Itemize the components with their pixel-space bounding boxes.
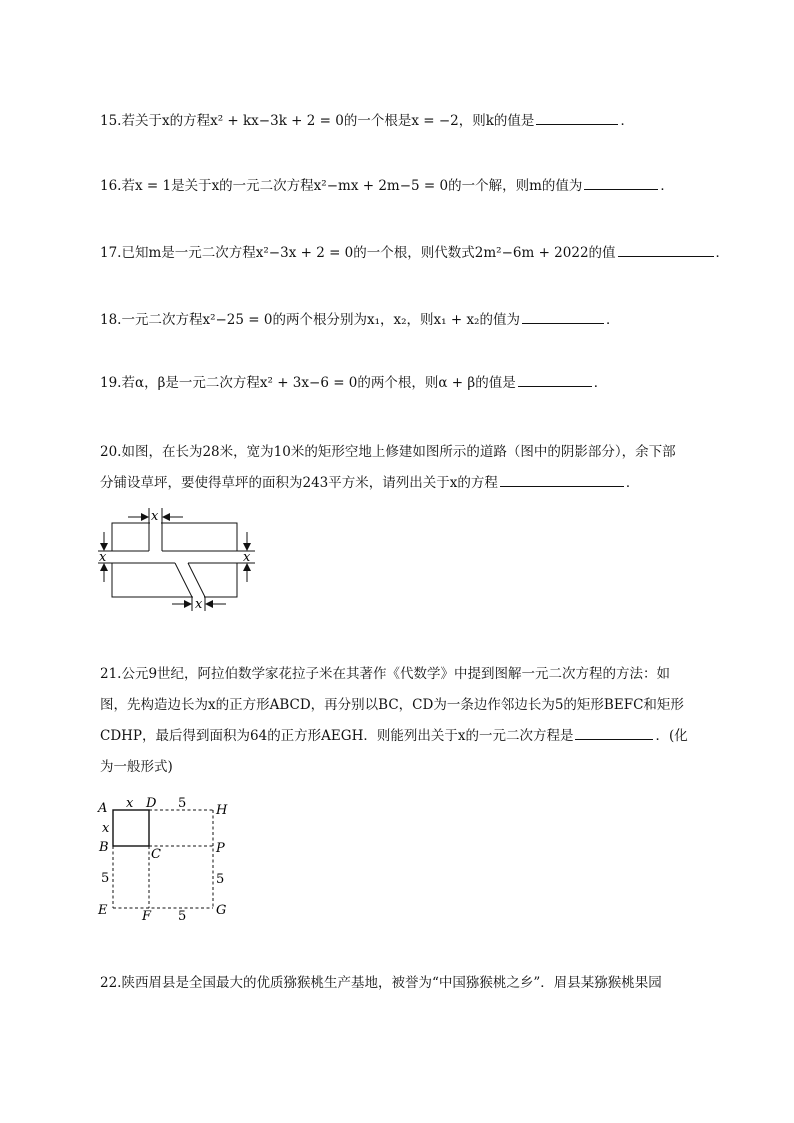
question-line: CDHP，最后得到面积为64的正方形AEGH．则能列出关于x的一元二次方程是 ．(化 xyxy=(100,721,700,752)
vertex-label: P xyxy=(216,841,225,856)
question-line: 为一般形式) xyxy=(100,759,173,775)
question-text: 15.若关于x的方程x² + kx−3k + 2 = 0的一个根是x = −2，则k的值是 xyxy=(100,113,535,129)
side-label: 5 xyxy=(178,909,187,924)
side-label: 5 xyxy=(178,796,187,811)
vertex-label: A xyxy=(98,801,108,816)
question-19: 19.若α，β是一元二次方程x² + 3x−6 = 0的两个根，则α + β的值是 ． xyxy=(100,372,607,393)
question-17: 17.已知m是一元二次方程x²−3x + 2 = 0的一个根，则代数式2m²−6m + 2022的值 ． xyxy=(100,242,729,263)
question-18: 18.一元二次方程x²−25 = 0的两个根分别为x₁，x₂，则x₁ + x₂的值为 ． xyxy=(100,309,619,330)
road-diagram xyxy=(90,500,270,620)
answer-blank[interactable] xyxy=(522,309,604,324)
vertex-label: G xyxy=(216,903,227,918)
side-label: x xyxy=(102,821,110,836)
dim-label: x xyxy=(243,550,251,565)
question-text: 19.若α，β是一元二次方程x² + 3x−6 = 0的两个根，则α + β的值是 xyxy=(100,375,516,391)
dim-label: x xyxy=(195,597,203,612)
question-22 xyxy=(100,968,700,999)
dim-label: x xyxy=(99,550,107,565)
question-line: 22.陕西眉县是全国最大的优质猕猴桃生产基地，被誉为“中国猕猴桃之乡”．眉县某猕猴桃果园 xyxy=(100,975,662,991)
question-16: 16.若x = 1是关于x的一元二次方程x²−mx + 2m−5 = 0的一个解，则m的值为 ． xyxy=(100,175,674,196)
vertex-label: D xyxy=(146,796,157,811)
question-line: 图，先构造边长为x的正方形ABCD，再分别以BC，CD为一条边作邻边长为5的矩形BEFC和矩形 xyxy=(100,697,684,713)
question-15: 15.若关于x的方程x² + kx−3k + 2 = 0的一个根是x = −2，则k的值是 ． xyxy=(100,110,634,131)
vertex-label: H xyxy=(216,803,228,818)
answer-blank[interactable] xyxy=(518,372,592,387)
question-line: 分铺设草坪，要使得草坪的面积为243平方米，请列出关于x的方程 ． xyxy=(100,468,700,499)
question-text: 17.已知m是一元二次方程x²−3x + 2 = 0的一个根，则代数式2m²−6m + 2022的值 xyxy=(100,245,616,261)
answer-blank[interactable] xyxy=(618,242,714,257)
answer-blank[interactable] xyxy=(500,472,624,487)
vertex-label: F xyxy=(142,909,152,924)
answer-blank[interactable] xyxy=(575,725,653,740)
side-label: 5 xyxy=(216,872,225,887)
question-line: 20.如图，在长为28米，宽为10米的矩形空地上修建如图所示的道路（图中的阴影部分），余下部 xyxy=(100,444,676,460)
question-20 xyxy=(100,437,700,499)
square-ABCD xyxy=(113,810,149,846)
side-label: 5 xyxy=(101,871,110,886)
square-diagram xyxy=(92,792,242,927)
question-21 xyxy=(100,659,700,783)
dim-label: x xyxy=(151,509,159,524)
question-text: 16.若x = 1是关于x的一元二次方程x²−mx + 2m−5 = 0的一个解，则m的值为 xyxy=(100,178,583,194)
answer-blank[interactable] xyxy=(584,175,658,190)
vertex-label: B xyxy=(99,840,109,855)
vertex-label: E xyxy=(98,903,108,918)
vertex-label: C xyxy=(151,847,161,862)
side-label: x xyxy=(126,796,134,811)
question-line: 21.公元9世纪，阿拉伯数学家花拉子米在其著作《代数学》中提到图解一元二次方程的方法：如 xyxy=(100,666,671,682)
question-text: 18.一元二次方程x²−25 = 0的两个根分别为x₁，x₂，则x₁ + x₂的值为 xyxy=(100,312,520,328)
answer-blank[interactable] xyxy=(536,110,618,125)
